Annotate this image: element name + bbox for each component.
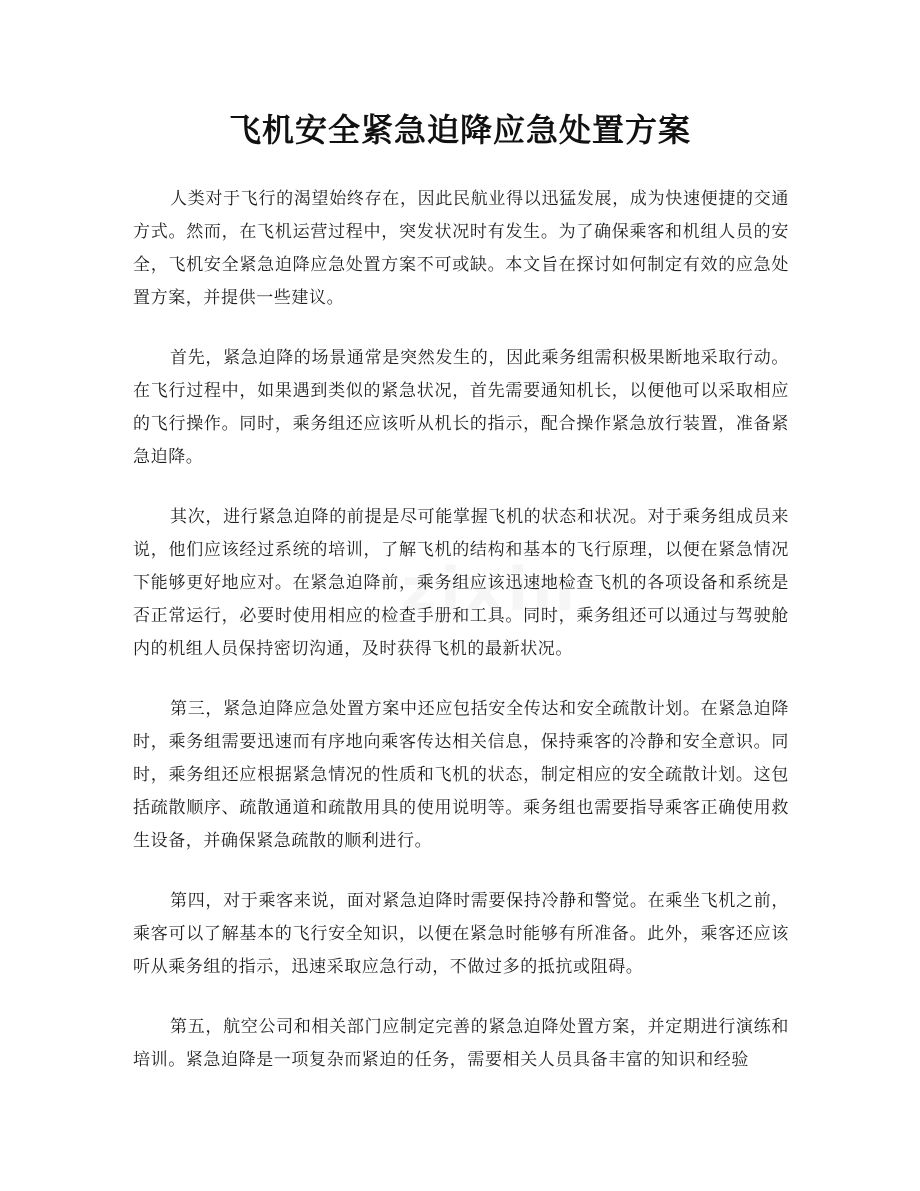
paragraph-first: 首先，紧急迫降的场景通常是突然发生的，因此乘务组需积极果断地采取行动。在飞行过程中，如果遇到类似的紧急状况，首先需要通知机长，以便他可以采取相应的飞行操作。同时，乘务组还应该听从机长的指示，配合操作紧急放行装置，准备紧急迫降。 [133, 348, 789, 467]
document-title: 飞机安全紧急迫降应急处置方案 [228, 111, 691, 149]
paragraph-fourth: 第四，对于乘客来说，面对紧急迫降时需要保持冷静和警觉。在乘坐飞机之前，乘客可以了解基本的飞行安全知识，以便在紧急时能够有所准备。此外，乘客还应该听从乘务组的指示，迅速采取应急行动，不做过多的抵抗或阻碍。 [133, 891, 789, 977]
paragraph-second: 其次，进行紧急迫降的前提是尽可能掌握飞机的状态和状况。对于乘务组成员来说，他们应该经过系统的培训，了解飞机的结构和基本的飞行原理，以便在紧急情况下能够更好地应对。在紧急迫降前，乘务组应该迅速地检查飞机的各项设备和系统是否正常运行，必要时使用相应的检查手册和工具。同时，乘务组还可以通过与驾驶舱内的机组人员保持密切沟通，及时获得飞机的最新状况。 [133, 507, 789, 659]
paragraph-fifth: 第五，航空公司和相关部门应制定完善的紧急迫降处置方案，并定期进行演练和培训。紧急迫降是一项复杂而紧迫的任务，需要相关人员具备丰富的知识和经验 [133, 1017, 789, 1070]
paragraph-third: 第三，紧急迫降应急处置方案中还应包括安全传达和安全疏散计划。在紧急迫降时，乘务组需要迅速而有序地向乘客传达相关信息，保持乘客的冷静和安全意识。同时，乘务组还应根据紧急情况的性质和飞机的状态，制定相应的安全疏散计划。这包括疏散顺序、疏散通道和疏散用具的使用说明等。乘务组也需要指导乘客正确使用救生设备，并确保紧急疏散的顺利进行。 [133, 699, 789, 851]
document-body [133, 183, 789, 1104]
paragraph-intro: 人类对于飞行的渴望始终存在，因此民航业得以迅猛发展，成为快速便捷的交通方式。然而，在飞机运营过程中，突发状况时有发生。为了确保乘客和机组人员的安全，飞机安全紧急迫降应急处置方案不可或缺。本文旨在探讨如何制定有效的应急处置方案，并提供一些建议。 [133, 189, 789, 308]
